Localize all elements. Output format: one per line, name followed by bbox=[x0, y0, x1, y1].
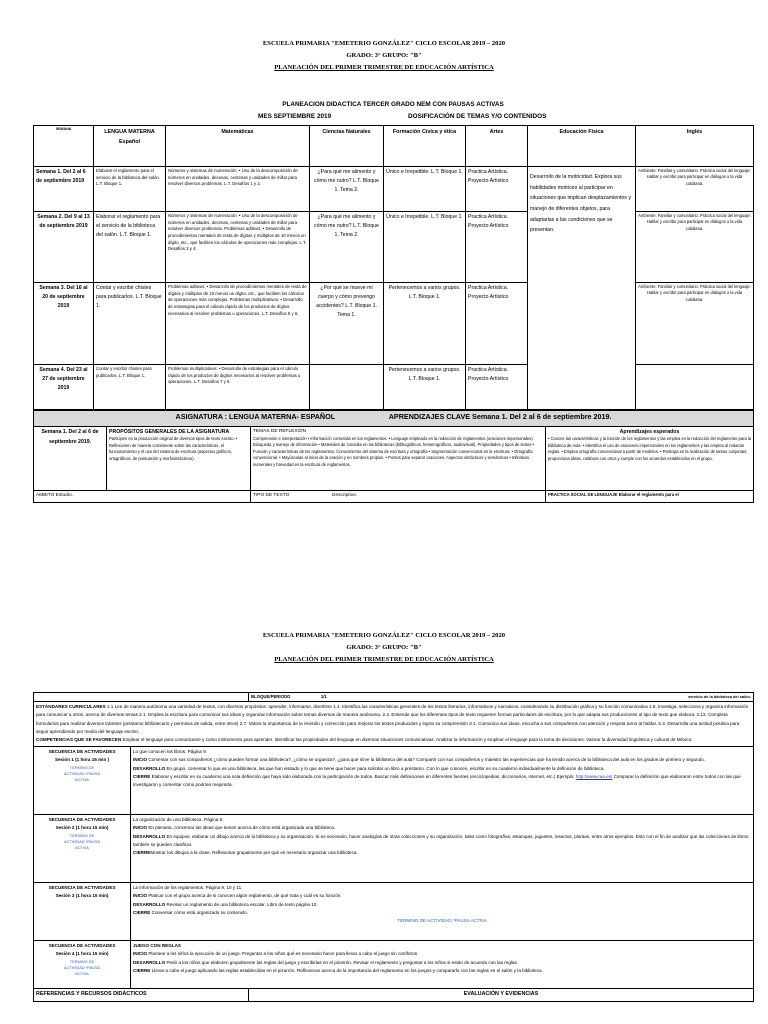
mate-cell: Problemas multiplicativos: • Desarrollo de estrategias para el cálculo rápido de los productos de dígitos necesarios al resolver problemas u operaciones. L.T. Desafíos 7 y 8. bbox=[166, 365, 310, 410]
cierre-label: CIERRE bbox=[133, 967, 151, 973]
civica-cell: Pertenecemos a varios grupos. L.T. Bloque 1. bbox=[384, 283, 466, 365]
session-desarrollo bbox=[133, 901, 751, 909]
aprendizajes-cell bbox=[546, 427, 754, 491]
table-row bbox=[34, 167, 754, 212]
competencias-label: COMPETENCIAS QUE SE FAVORECEN bbox=[36, 737, 122, 743]
artes-cell: Practica Artística. Proyecto Artístico bbox=[466, 212, 528, 283]
inicio-text: Platicar con el grupo acerca de si conocen algún reglamento, de qué trata y cuál es su función. bbox=[148, 893, 342, 899]
inicio-text: Comentar con sus compañeros ¿cómo pueden formar una biblioteca?, ¿cómo se organiza?, ¿para qué sirve la biblioteca del aula? Compartir con sus compañeros y maestro las experiencias que ha tenido acerca de la biblioteca del aula en los grados de primero y segundo. bbox=[148, 757, 705, 763]
asignatura-bar-cell bbox=[34, 411, 754, 427]
session-inicio bbox=[133, 892, 751, 900]
session-inicio bbox=[133, 756, 751, 764]
session-cierre bbox=[133, 773, 751, 790]
secuencia-table bbox=[33, 692, 754, 1002]
session-desarrollo bbox=[133, 833, 751, 850]
ciencias-cell: ¿Por qué se mueve mi cuerpo y cómo prevengo accidentes? L.T. Bloque 1. Tema 1. bbox=[310, 283, 384, 365]
artes-cell: Practica Artística. Proyecto Artístico bbox=[466, 365, 528, 410]
bloque-row bbox=[34, 693, 754, 702]
desarrollo-text: Pedir a los niños que elaboren grupalmente las reglas del juego y escribirlas en el pizarrón. Revisar el reglamento y preguntar a los niños si están de acuerdo con las reglas. bbox=[166, 959, 519, 965]
aprendizajes-title: Aprendizajes esperados bbox=[619, 429, 680, 435]
session-inicio bbox=[133, 950, 751, 958]
session-label-cell bbox=[34, 940, 131, 988]
propositos-title: PROPÓSITOS GENERALES DE LA ASIGNATURA bbox=[109, 429, 230, 435]
session-label: Sesión 2 (1 hora 15 min) bbox=[55, 825, 109, 831]
inicio-label: INICIO bbox=[133, 893, 148, 899]
desarrollo-text: Revisar un reglamento de una biblioteca escolar. Libro de texto página 10. bbox=[166, 901, 318, 907]
col-header-semana: SEMANA bbox=[34, 126, 94, 167]
bloque-cell bbox=[249, 693, 754, 702]
session-cierre bbox=[133, 849, 751, 857]
practica-cell bbox=[546, 491, 754, 503]
civica-cell: Único e Irrepetible. L.T. Bloque 1. bbox=[384, 212, 466, 283]
grade-group: GRADO: 3° GRUPO: "B" bbox=[346, 52, 422, 59]
ciencias-cell bbox=[310, 365, 384, 410]
session-label-cell bbox=[34, 882, 131, 940]
bloque-label: BLOQUE/PERIODO bbox=[251, 694, 291, 699]
ciencias-cell: ¿Para qué me alimento y cómo me nutro? L.T. Bloque 1. Tema 2. bbox=[310, 212, 384, 283]
inicio-text: Plantear a los niños la ejecución de un juego. Preguntar a los niños qué es necesario hacer para llevar a cabo el juego sin conflictos bbox=[148, 951, 418, 957]
aprendizajes-clave-title: APRENDIZAJES CLAVE Semana 1. Del 2 al 6 de septiembre 2019. bbox=[388, 412, 612, 421]
bloque-value: 1/1 bbox=[320, 694, 327, 699]
edfisica-text: Desarrollo de la motricidad. Explora sus habilidades motrices al participar en situaciones que implican desplazamientos y manejo de diferentes objetos, para adaptarlas a las condiciones que se presentan. bbox=[530, 174, 631, 234]
week-cell: Semana 1. Del 2 al 6 de septiembre 2019. bbox=[34, 427, 107, 491]
cierre-label: CIERRE bbox=[133, 909, 151, 915]
cierre-text: Llevar a cabo el juego aplicando las reglas establecidas en el pizarrón. Reflexionar acerca de la importancia del reglamento en los juegos y compararlo con las reglas en el salón y la biblioteca. bbox=[151, 967, 543, 973]
pausa-activa-label: TERMINO DE ACTIVIDAD *PAUSA ACTIVA bbox=[63, 832, 101, 851]
desarrollo-label: DESARROLLO bbox=[133, 765, 166, 771]
civica-cell: Único e Irrepetible. L.T. Bloque 1. bbox=[384, 167, 466, 212]
page1-header bbox=[0, 38, 768, 74]
dosificacion-label: DOSIFICACIÓN DE TEMAS Y/O CONTENIDOS bbox=[408, 113, 547, 120]
mate-cell: Números y sistemas de numeración: • Uso de la descomposición de números en unidades, decenas, centenas y unidades de millar para resolver diversos problemas. Problemas aditivos: • Desarrollo de procedimientos mentales de resta de dígitos y múltiplos de 10 menos un dígito, etc., que faciliten los cálculos de operaciones más complejas. L.T. Desafíos 3 y 4. bbox=[166, 212, 310, 283]
session-intro: JUEGO CON REGLAS bbox=[133, 942, 181, 948]
col-header-mate: Matemáticas bbox=[166, 126, 310, 167]
session-row bbox=[34, 940, 754, 988]
col-header-artes: Artes bbox=[466, 126, 528, 167]
ingles-cell: Ambiente: Familiar y comunitario. Práctica social del lenguaje: Hablar y escribir para participar en diálogos o la vida cotidiana. bbox=[636, 283, 754, 365]
table-row bbox=[34, 212, 754, 283]
plan-title: PLANEACIÓN DEL PRIMER TRIMESTRE DE EDUCACIÓN ARTÍSTICA bbox=[274, 656, 494, 663]
table-row bbox=[34, 283, 754, 365]
ciencias-cell: ¿Para qué me alimento y cómo me nutro? L.T. Bloque 1. Tema 2. bbox=[310, 167, 384, 212]
mate-cell: Problemas aditivos: • Desarrollo de procedimientos mentales de resta de dígitos y múltiplos de 10 menos un dígito, etc., que faciliten los cálculos de operaciones más complejas. Problemas multiplicativos: • Desarrollo de estrategias para el cálculo rápido de los productos de dígitos necesarios al resolver problemas u operaciones. L.T. Desafíos 5 y 6. bbox=[166, 283, 310, 365]
ingles-cell bbox=[636, 365, 754, 410]
asignatura-bar bbox=[34, 411, 754, 427]
edfisica-cell bbox=[528, 167, 636, 410]
week-cell: Semana 1. Del 2 al 6 de septiembre 2019 bbox=[34, 167, 94, 212]
inicio-label: INICIO bbox=[133, 951, 148, 957]
artes-cell: Practica Artística. Proyecto Artístico bbox=[466, 283, 528, 365]
competencias-text: Emplear el lenguaje para comunicarse y como instrumento para aprender. Identificar las propiedades del lenguaje en diversas situaciones comunicativas. Analizar la información y emplear el lenguaje para la toma de decisiones. Valorar la diversidad lingüística y cultural de México. bbox=[122, 737, 693, 743]
estandares-cell bbox=[34, 702, 754, 747]
week-cell: Semana 3. Del 16 al 20 de septiembre 2019 bbox=[34, 283, 94, 365]
session-label: Sesión 1 (1 hora 15 min ) bbox=[54, 757, 110, 763]
col-header-civica: Formación Cívica y ética bbox=[384, 126, 466, 167]
estandares-row bbox=[34, 702, 754, 747]
cierre-text: Elaborar y escribir en su cuaderno una sola definición que haya sido elaborada con la participación de todos. Buscar más definiciones en diferentes fuentes (enciclopedias, diccionarios, internet, etc.) Ejemplo: bbox=[151, 773, 575, 779]
evaluacion-cell: EVALUACIÓN Y EVIDENCIAS bbox=[249, 988, 754, 1001]
desarrollo-label: DESARROLLO bbox=[133, 901, 166, 907]
pausa-activa-label: TERMINO DE ACTIVIDAD *PAUSA ACTIVA bbox=[397, 918, 487, 924]
week-cell: Semana 4. Del 23 al 27 de septiembre 2019 bbox=[34, 365, 94, 410]
sequence-label: SECUENCIA DE ACTIVIDADES bbox=[48, 942, 116, 948]
estandares-label: ESTÁNDARES CURRICULARES bbox=[36, 704, 106, 710]
ambito-cell: AMBITO Estudio. bbox=[34, 491, 251, 503]
inicio-label: INICIO bbox=[133, 825, 148, 831]
civica-cell: Pertenecemos a varios grupos. L.T. Bloque 1. bbox=[384, 365, 466, 410]
propositos-text: Participen en la producción original de diversos tipos de texto escrito. • Reflexionen de manera consistente sobre las características, el funcionamiento y el uso del sistema de escritura (aspectos gráficos, ortográficos, de puntuación y morfosintácticos). bbox=[109, 436, 238, 461]
session-intro: La organización de una biblioteca. Página 9. bbox=[133, 816, 224, 822]
cierre-tail: Comparar la definición que elaboraron entre todos con las que investigaron y comentar cómo podrían mejorarla. bbox=[133, 773, 741, 788]
aprendizajes-text: • Conoce las características y la función de los reglamentos y las emplea en la redacción del reglamento para la Biblioteca de Aula. • Identifica el uso de oraciones impersonales en los reglamentos y las emplea al redactar reglas. • Emplea ortografía convencional a partir de modelos. • Participa en la realización de tareas conjuntas: proporciona ideas, colabora con otros y cumple con los acuerdos establecidos en el grupo. bbox=[548, 436, 752, 461]
table-header-row bbox=[34, 126, 754, 167]
tipo-texto-cell bbox=[251, 491, 546, 503]
mate-cell: Números y sistemas de numeración: • Uso de la descomposición de números en unidades, decenas, centenas y unidades de millar para resolver diversos problemas. L.T. Desafíos 1 y 2. bbox=[166, 167, 310, 212]
pausa-activa-label: TERMINO DE ACTIVIDAD *PAUSA ACTIVA bbox=[63, 958, 101, 977]
session-label-cell bbox=[34, 746, 131, 814]
ambito-row bbox=[34, 491, 754, 503]
col-header-lengua: LENGUA MATERNA Español bbox=[94, 126, 166, 167]
month-label: MES SEPTIEMBRE 2019 bbox=[258, 113, 332, 120]
cierre-label: CIERRE bbox=[133, 773, 151, 779]
practica-value: Elaborar el reglamento para el bbox=[618, 492, 679, 497]
propositos-cell bbox=[107, 427, 251, 491]
temas-cell bbox=[251, 427, 546, 491]
rae-link[interactable]: http://www.rae.es/ bbox=[575, 773, 613, 779]
school-title: ESCUELA PRIMARIA "EMETERIO GONZÁLEZ" CICLO ESCOLAR 2019 – 2020 bbox=[262, 40, 506, 47]
session-desarrollo bbox=[133, 959, 751, 967]
asignatura-title: ASIGNATURA : LENGUA MATERNA- ESPAÑOL bbox=[175, 412, 335, 421]
ingles-cell: Ambiente: Familiar y comunitario. Práctica social del lenguaje: Hablar y escribir para participar en diálogos o la vida cotidiana. bbox=[636, 212, 754, 283]
referencias-cell: REFERENCIAS Y RECURSOS DIDÁCTICOS bbox=[34, 988, 249, 1001]
session-label-cell bbox=[34, 814, 131, 882]
plan-title: PLANEACIÓN DEL PRIMER TRIMESTRE DE EDUCACIÓN ARTÍSTICA bbox=[274, 64, 494, 71]
session-label: Sesión 4 (1 hora 15 min) bbox=[55, 951, 109, 957]
col-header-ingles: Inglés bbox=[636, 126, 754, 167]
col-header-ciencias: Ciencias Naturales bbox=[310, 126, 384, 167]
session-row bbox=[34, 746, 754, 814]
session-cierre bbox=[133, 909, 751, 917]
ingles-cell: Ambiente: Familiar y comunitario. Práctica social del lenguaje: Hablar y escribir para participar en diálogos o la vida cotidiana. bbox=[636, 167, 754, 212]
desarrollo-label: DESARROLLO bbox=[133, 833, 166, 839]
session-content-cell bbox=[131, 940, 754, 988]
session-content-cell bbox=[131, 814, 754, 882]
sequence-label: SECUENCIA DE ACTIVIDADES bbox=[48, 748, 116, 754]
dosificacion-table bbox=[33, 125, 754, 410]
week-cell: Semana 2. Del 9 al 13 de septiembre 2019 bbox=[34, 212, 94, 283]
tipo-texto-label: TIPO DE TEXTO bbox=[253, 493, 290, 498]
bloque-right: servicio de la biblioteca del salón. bbox=[688, 694, 751, 699]
estandares-text: 1.1 Lee de manera autónoma una variedad de textos, con diversos propósitos: aprender, informarse, divertirse 1.4. Identifica las características generales de los textos literarios, informativos y narrativos, considerando su distribución gráfica y su función comunicativa 1.8. Investiga, selecciona y organiza información para comunicar a otros, acerca de diversos temas 2.1. Emplea la escritura para comunicar sus ideas y organizar información sobre temas diversos de manera autónoma. 2.2. Entiende que los diferentes tipos de texto requieren formas particulares de escritura, por lo que adapta sus producciones al tipo de texto que elabora. 2.12. Completa formularios para realizar diversos trámites (préstamo bibliotecario y permisos de salida, entre otros) 2.7. Valora la importancia de la revisión y corrección para mejorar los textos producidos y lograr su comprensión 3.1. Comunica sus ideas, escucha a sus compañeros con atención y respeta turno al hablar. 5.3. Desarrolla una actitud positiva para seguir aprendiendo por medio del lenguaje escrito. bbox=[36, 704, 749, 735]
pausa-activa-label: TERMINO DE ACTIVIDAD *PAUSA ACTIVA bbox=[63, 764, 101, 783]
lengua-cell: Contar y escribir chistes para publicarlos. L.T. Bloque 1. bbox=[94, 283, 166, 365]
session-inicio bbox=[133, 824, 751, 832]
asignatura-content-row bbox=[34, 427, 754, 491]
footer-row bbox=[34, 988, 754, 1001]
desarrollo-label: DESARROLLO bbox=[133, 959, 166, 965]
practica-label: PRACTICA SOCIAL DE LENGUAJE bbox=[548, 492, 618, 497]
temas-title: TEMAS DE REFLEXIÓN bbox=[253, 429, 307, 434]
school-title: ESCUELA PRIMARIA "EMETERIO GONZÁLEZ" CICLO ESCOLAR 2019 – 2020 bbox=[262, 632, 506, 639]
cierre-text: Mostrar los dibujos a la clase. Reflexionar grupalmente por qué es necesario organizar una biblioteca. bbox=[150, 850, 358, 856]
cierre-label: CIERRE bbox=[133, 850, 151, 856]
session-row bbox=[34, 882, 754, 940]
lengua-cell: Elaborar el reglamento para el servicio de la biblioteca del salón. L.T. Bloque 1. bbox=[94, 167, 166, 212]
session-content-cell bbox=[131, 746, 754, 814]
cierre-text: Conversar cómo está organizado su contenido. bbox=[151, 909, 248, 915]
grade-group: GRADO: 3° GRUPO: "B" bbox=[346, 644, 422, 651]
session-label: Sesión 3 (1 hora 15 min) bbox=[55, 893, 109, 899]
doc-title: PLANEACION DIDACTICA TERCER GRADO NEM CON PAUSAS ACTIVAS bbox=[282, 101, 504, 108]
session-content-cell bbox=[131, 882, 754, 940]
artes-cell: Practica Artística. Proyecto Artístico bbox=[466, 167, 528, 212]
session-intro: Lo que conocen los libros. Página 9. bbox=[133, 748, 208, 754]
tipo-texto-value: Descriptivo. bbox=[332, 493, 358, 498]
desarrollo-text: En equipos, elaborar un dibujo acerca de la biblioteca y su organización. Si es necesario, hacer analogías de otras colecciones y su organización, tales como fotografías, estampas, juguetes, insectos, plantas, entre otros ejemplos. Esto con el fin de analizar que las colecciones de libros también se pueden clasificar. bbox=[133, 833, 749, 847]
desarrollo-text: En grupo, comentar lo que es una biblioteca, las que han visitado y lo que se tiene que hacer para solicitar un libro a préstamo. Con lo que conocen, escribir en su cuaderno individualmente la definición de biblioteca. bbox=[166, 765, 605, 771]
col-header-edfisica: Educación Física bbox=[528, 126, 636, 167]
temas-text: Comprensión e interpretación • Información contenida en los reglamentos. • Lenguaje empleado en la redacción de reglamentos (oraciones impersonales). Búsqueda y manejo de información • Materiales de consulta en las bibliotecas (bibliográficos, hemerográficos, audiovisual). Propiedades y tipos de textos • Función y características de los reglamentos. Conocimiento del sistema de escritura y ortografía • Segmentación convencional en la escritura. • Ortografía convencional. • Mayúsculas al inicio de la oración y en nombres propios. • Puntos para separar oraciones. Aspectos sintácticos y semánticos • Infinitivos, numerales y brevedad en la escritura de reglamentos. bbox=[253, 435, 534, 467]
asignatura-table bbox=[33, 410, 754, 503]
session-intro: La información de los reglamentos. Página 9, 10 y 11. bbox=[133, 884, 243, 890]
table-row bbox=[34, 365, 754, 410]
sequence-label: SECUENCIA DE ACTIVIDADES bbox=[48, 816, 116, 822]
page2-header bbox=[0, 630, 768, 666]
lengua-cell: Elaborar el reglamento para el servicio de la biblioteca del salón. L.T. Bloque 1. bbox=[94, 212, 166, 283]
inicio-label: INICIO bbox=[133, 757, 148, 763]
session-row bbox=[34, 814, 754, 882]
session-desarrollo bbox=[133, 765, 751, 773]
session-cierre bbox=[133, 967, 751, 975]
sequence-label: SECUENCIA DE ACTIVIDADES bbox=[48, 884, 116, 890]
inicio-text: En plenaria, conversar las ideas que tienen acerca de cómo está organizada una biblioteca. bbox=[148, 825, 336, 831]
lengua-cell: Contar y escribir chistes para publicarlos. L.T. Bloque 1. bbox=[94, 365, 166, 410]
